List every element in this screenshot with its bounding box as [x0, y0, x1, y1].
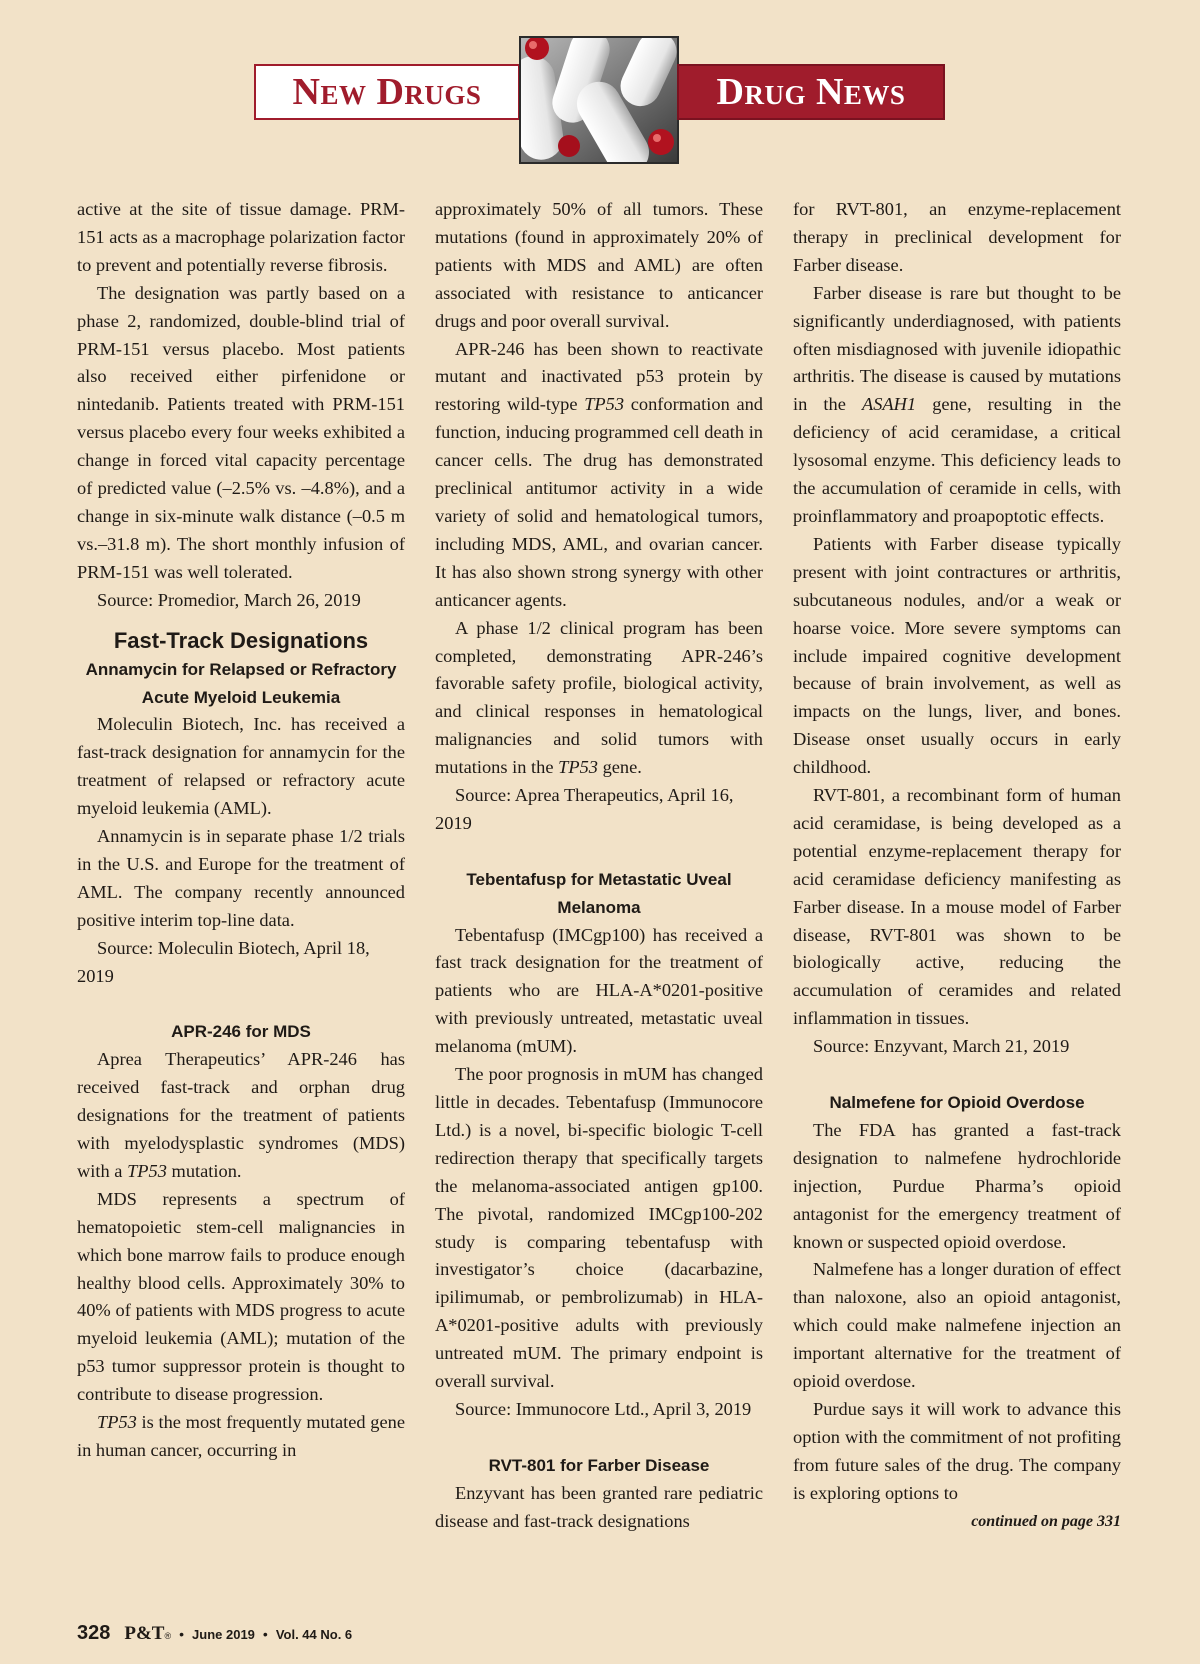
separator: •: [179, 1626, 185, 1642]
paragraph: active at the site of tissue damage. PRM-151 acts as a macrophage polarization factor to prevent and potentially reverse fibrosis.: [77, 199, 405, 275]
text-run: Farber disease is rare but thought to be significantly underdiagnosed, with patients often misdiagnosed with juvenile idiopathic arthritis. The disease is caused by mutations in the: [793, 282, 1121, 415]
paragraph: Patients with Farber disease typically present with joint contractures or arthritis, subcutaneous nodules, and/or a weak or hoarse voice. More severe symptoms can include impaired cognitive development because of brain involvement, as well as impacts on the lungs, liver, and bones. Disease onset usually occurs in early childhood.: [793, 533, 1121, 778]
paragraph: [793, 280, 1121, 531]
paragraph: Nalmefene has a longer duration of effect than naloxone, also an opioid antagonist, which could make nalmefene injection an important alternative for the treatment of opioid overdose.: [793, 1259, 1121, 1392]
masthead: [0, 0, 1200, 180]
paragraph: The designation was partly based on a phase 2, randomized, double-blind trial of PRM-151 versus placebo. Most patients also received either pirfenidone or nintedanib. Patients treated with PRM-151 versus placebo every four weeks exhibited a change in forced vital capacity percentage of predicted value (–2.5% vs. –4.8%), and a change in six-minute walk distance (–0.5 m vs.–31.8 m). The short monthly infusion of PRM-151 was well tolerated.: [77, 282, 405, 582]
paragraph: RVT-801, a recombinant form of human acid ceramidase, is being developed as a potential enzyme-replacement therapy for acid ceramidase deficiency manifesting as Farber disease. In a mouse model of Farber disease, RVT-801 was shown to be biologically active, reducing the accumulation of ceramides and related inflammation in tissues.: [793, 785, 1121, 1029]
article-heading: Annamycin for Relapsed or Refractory Acute Myeloid Leukemia: [85, 659, 397, 707]
text-run: conformation and function, inducing programmed cell death in cancer cells. The drug has demonstrated preclinical antitumor activity in a wide variety of solid and hematological tumors, including MDS, AML, and ovarian cancer. It has also shown strong synergy with other anticancer agents.: [435, 394, 763, 610]
paragraph: [435, 336, 763, 615]
registered-mark: ®: [164, 1631, 172, 1641]
continued-link[interactable]: continued on page 331: [971, 1512, 1121, 1530]
paragraph: Moleculin Biotech, Inc. has received a fast-track designation for annamycin for the treatment of relapsed or refractory acute myeloid leukemia (AML).: [77, 714, 405, 819]
separator: •: [262, 1626, 268, 1642]
section-heading: Fast-Track Designations: [113, 627, 369, 653]
new-drugs-banner: [254, 64, 520, 120]
pills-photo-icon: [519, 36, 679, 164]
spacer: [435, 1424, 763, 1452]
issue-date: June 2019: [192, 1627, 255, 1642]
article-heading: APR-246 for MDS: [171, 1022, 311, 1042]
gene-name: TP53: [97, 1412, 137, 1433]
spacer: [77, 990, 405, 1018]
page-footer: [77, 1622, 352, 1645]
paragraph: Purdue says it will work to advance this option with the commitment of not profiting from future sales of the drug. The company is exploring options to: [793, 1398, 1121, 1503]
spacer: [435, 838, 763, 866]
paragraph: for RVT-801, an enzyme-replacement therapy in preclinical development for Farber disease.: [793, 199, 1121, 275]
new-drugs-title: New Drugs: [292, 71, 482, 113]
text-run: gene, resulting in the deficiency of acid ceramidase, a critical lysosomal enzyme. This deficiency leads to the accumulation of ceramide in cells, with proinflammatory and proapoptotic effects.: [793, 394, 1121, 526]
gene-name: TP53: [558, 757, 598, 778]
volume-info: Vol. 44 No. 6: [275, 1627, 353, 1642]
text-run: is the most frequently mutated gene in human cancer, occurring in: [77, 1412, 405, 1460]
drug-news-banner: [677, 64, 945, 120]
gene-name: ASAH1: [861, 394, 917, 415]
journal-name: P&T: [124, 1623, 165, 1644]
source-line: Source: Enzyvant, March 21, 2019: [813, 1036, 1070, 1057]
paragraph: [435, 615, 763, 782]
article-heading: Nalmefene for Opioid Overdose: [829, 1092, 1085, 1112]
text-run: gene.: [597, 757, 642, 778]
paragraph: approximately 50% of all tumors. These mutations (found in approximately 20% of patients with MDS and AML) are often associated with resistance to anticancer drugs and poor overall survival.: [435, 199, 763, 331]
source-line: Source: Promedior, March 26, 2019: [97, 589, 361, 610]
paragraph: [77, 1409, 405, 1465]
spacer: [793, 1061, 1121, 1089]
text-run: APR-246 has been shown to reactivate mutant and inactivated p53 protein by restoring wild-type: [435, 338, 763, 415]
paragraph: The FDA has granted a fast-track designation to nalmefene hydrochloride injection, Purdue Pharma’s opioid antagonist for the emergency treatment of known or suspected opioid overdose.: [793, 1119, 1121, 1252]
source-line: Source: Aprea Therapeutics, April 16, 2019: [435, 785, 734, 833]
page-number: 328: [77, 1622, 111, 1644]
drug-news-title: Drug News: [716, 71, 906, 113]
column-1: [77, 196, 405, 1465]
article-heading: Tebentafusp for Metastatic Uveal Melanoma: [466, 869, 732, 917]
article-heading: RVT-801 for Farber Disease: [488, 1455, 710, 1475]
paragraph: MDS represents a spectrum of hematopoietic stem-cell malignancies in which bone marrow fails to produce enough healthy blood cells. Approximately 30% to 40% of patients with MDS progress to acute myeloid leukemia (AML); mutation of the p53 tumor suppressor protein is thought to contribute to disease progression.: [77, 1188, 405, 1405]
paragraph: Annamycin is in separate phase 1/2 trials in the U.S. and Europe for the treatment of AML. The company recently announced positive interim top-line data.: [77, 826, 405, 930]
source-line: Source: Immunocore Ltd., April 3, 2019: [455, 1398, 752, 1419]
gene-name: TP53: [584, 394, 625, 415]
paragraph: [77, 1046, 405, 1186]
text-run: mutation.: [166, 1160, 242, 1181]
source-line: Source: Moleculin Biotech, April 18, 2019: [77, 937, 370, 986]
paragraph: Tebentafusp (IMCgp100) has received a fast track designation for the treatment of patients who are HLA-A*0201-positive with previously untreated, metastatic uveal melanoma (mUM).: [435, 924, 763, 1057]
column-3: [793, 196, 1121, 1534]
gene-name: TP53: [127, 1160, 167, 1181]
paragraph: The poor prognosis in mUM has changed little in decades. Tebentafusp (Immunocore Ltd.) is a novel, bi-specific biologic T-cell redirection therapy that specifically targets the melanoma-associated antigen gp100. The pivotal, randomized IMCgp100-202 study is comparing tebentafusp with investigator’s choice (dacarbazine, ipilimumab, or pembrolizumab) in HLA-A*0201-positive adults with previously untreated mUM. The primary endpoint is overall survival.: [435, 1064, 763, 1392]
text-run: Aprea Therapeutics’ APR-246 has received fast-track and orphan drug designations for the treatment of patients with myelodysplastic syndromes (MDS) with a: [77, 1049, 405, 1181]
paragraph: Enzyvant has been granted rare pediatric disease and fast-track designations: [435, 1482, 763, 1531]
column-2: [435, 196, 763, 1535]
text-run: A phase 1/2 clinical program has been completed, demonstrating APR-246’s favorable safety profile, biological activity, and clinical responses in hematological malignancies and solid tumors with mutations in the: [435, 617, 763, 778]
